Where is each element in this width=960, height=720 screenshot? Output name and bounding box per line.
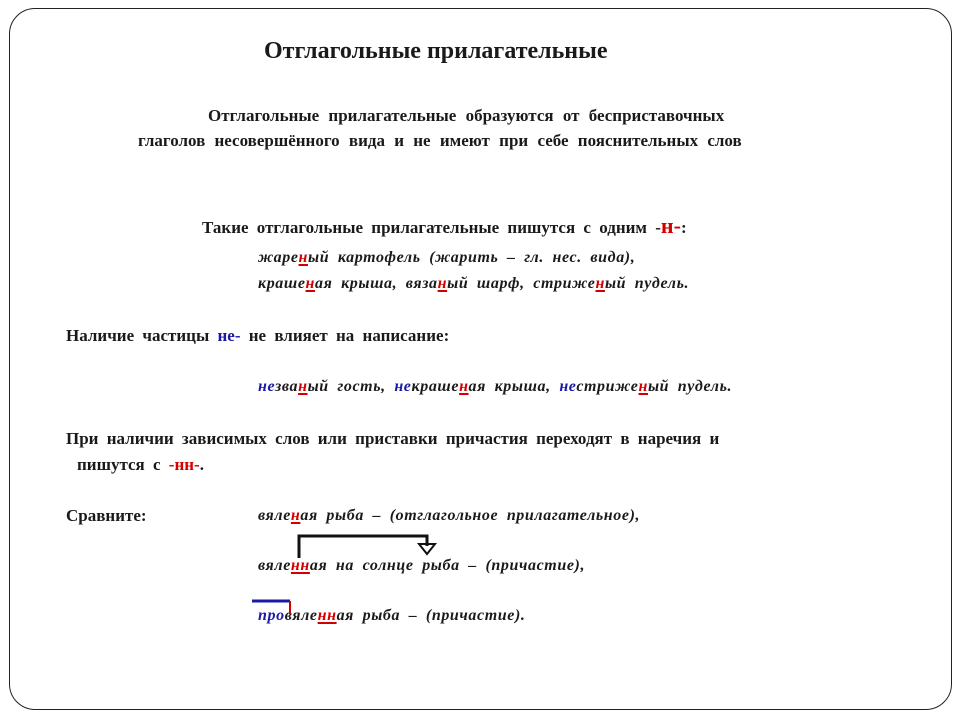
definition-line-2: глаголов несовершённого вида и не имеют при себе пояснительных слов xyxy=(138,131,742,150)
word-part: ый картофель (жарить – гл. нес. вида), xyxy=(308,249,636,266)
rule-two-period: . xyxy=(199,455,204,474)
particle-ne: не- xyxy=(217,326,241,345)
word-part: вяле xyxy=(258,507,291,524)
compare-label: Сравните: xyxy=(66,506,147,525)
suffix-n: н xyxy=(437,275,448,292)
rule-one-dash: - xyxy=(673,213,681,238)
rule-two-nn: -нн- xyxy=(168,455,200,474)
word-part: вяле xyxy=(284,607,318,624)
rule-two-text: пишутся с xyxy=(77,455,169,474)
suffix-n: н xyxy=(595,275,605,292)
rule-one-colon: : xyxy=(680,218,687,237)
word-part: ая на солнце рыба – (причастие), xyxy=(309,557,586,574)
word-part: ая рыба – (отглагольное прилагательное), xyxy=(300,507,641,524)
word-part: ая крыша, xyxy=(468,378,560,395)
word-part: ая крыша, вяза xyxy=(315,275,438,292)
page-title: Отглагольные прилагательные xyxy=(264,38,608,64)
definition-line-1: Отглагольные прилагательные образуются от бесприставочных xyxy=(208,106,725,125)
suffix-n: н xyxy=(290,507,301,524)
word-part: зва xyxy=(274,378,299,395)
word-part: жаре xyxy=(258,249,299,266)
suffix-n: н xyxy=(638,378,648,395)
particle-rest: не влияет на написание: xyxy=(240,326,450,345)
word-part: стриже xyxy=(576,378,639,395)
word-part: ый шарф, стриже xyxy=(447,275,596,292)
suffix-nn: нн xyxy=(317,607,337,624)
word-part: ый пудель. xyxy=(604,275,690,292)
word-part: краше xyxy=(411,378,460,395)
word-part: ая рыба – (причастие). xyxy=(336,607,526,624)
suffix-n: н xyxy=(298,378,308,395)
word-part: вяле xyxy=(258,557,291,574)
prefix-ne: не xyxy=(394,378,412,395)
word-part: краше xyxy=(258,275,306,292)
suffix-n: н xyxy=(298,249,309,266)
prefix-pro: про xyxy=(258,607,285,624)
suffix-n: н xyxy=(459,378,469,395)
rule-one-text: Такие отглагольные прилагательные пишутся с одним - xyxy=(202,218,661,237)
rule-one-letter: н xyxy=(660,213,674,238)
word-part: ый пудель. xyxy=(647,378,733,395)
word-part: ый гость, xyxy=(307,378,395,395)
rule-two-line-1: При наличии зависимых слов или приставки причастия переходят в наречия и xyxy=(66,429,720,448)
particle-label: Наличие частицы xyxy=(66,326,218,345)
prefix-ne: не xyxy=(559,378,577,395)
suffix-n: н xyxy=(305,275,316,292)
suffix-nn: нн xyxy=(290,557,310,574)
prefix-ne: не xyxy=(258,378,275,395)
